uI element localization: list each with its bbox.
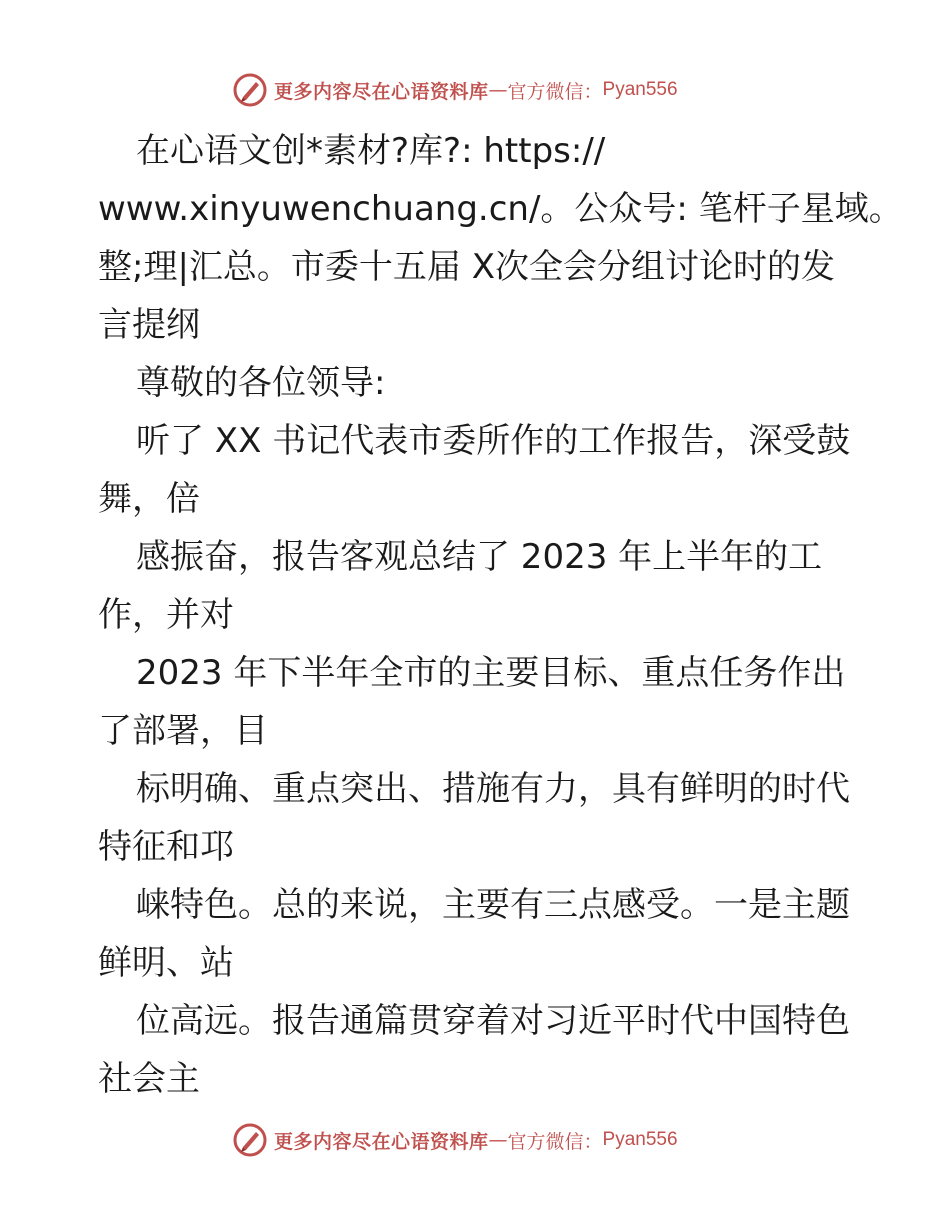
text-line: 言提纲	[98, 305, 200, 345]
banner-wechat-label: 官方微信：	[507, 80, 603, 103]
banner-main-text: 更多内容尽在心语资料库	[274, 80, 489, 103]
header-watermark-banner	[232, 70, 752, 110]
banner-wechat-id: Pyan556	[602, 79, 678, 100]
banner-dash: —	[488, 79, 508, 101]
banner-main-text: 更多内容尽在心语资料库	[274, 1130, 489, 1153]
text-line: 崃特色。总的来说，主要有三点感受。一是主题	[136, 885, 850, 925]
text-line: 2023 年下半年全市的主要目标、重点任务作出	[136, 653, 846, 693]
text-line: 特征和邛	[98, 827, 234, 867]
text-line: 听了 XX 书记代表市委所作的工作报告，深受鼓	[136, 421, 851, 461]
text-line: 社会主	[98, 1059, 200, 1099]
footer-watermark-banner	[232, 1120, 752, 1160]
text-line: 在心语文创*素材?库?: https://	[136, 131, 606, 171]
text-line: 感振奋，报告客观总结了 2023 年上半年的工	[136, 537, 823, 577]
text-line: 了部署，目	[98, 711, 268, 751]
text-line: 尊敬的各位领导:	[136, 363, 386, 403]
text-line: 鲜明、站	[98, 943, 234, 983]
document-body	[98, 122, 903, 1108]
banner-wechat-label: 官方微信：	[507, 1130, 603, 1153]
banner-dash: —	[488, 1129, 508, 1151]
pen-logo-icon	[232, 72, 268, 108]
text-line: 整;理|汇总。市委十五届 X次全会分组讨论时的发	[98, 247, 836, 287]
text-line: 标明确、重点突出、措施有力，具有鲜明的时代	[136, 769, 850, 809]
text-line: 作，并对	[98, 595, 234, 635]
text-line: www.xinyuwenchuang.cn/。公众号: 笔杆子星域。	[98, 189, 903, 229]
banner-wechat-id: Pyan556	[602, 1129, 678, 1150]
text-line: 舞，倍	[98, 479, 200, 519]
text-line: 位高远。报告通篇贯穿着对习近平时代中国特色	[136, 1001, 850, 1041]
pen-logo-icon	[232, 1122, 268, 1158]
